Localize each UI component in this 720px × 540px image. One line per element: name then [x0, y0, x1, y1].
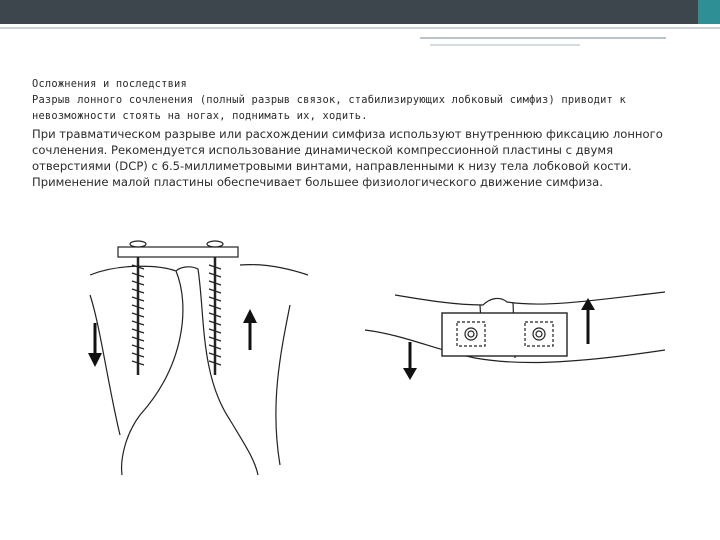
illustration-dcp-plate	[365, 280, 685, 390]
paragraph-rupture: Разрыв лонного сочленения (полный разрыв связок, стабилизирующих лобковый симфиз) приводит к невозможности стоять на ногах, поднимать их, ходить.	[32, 94, 626, 122]
paragraph-fixation: При травматическом разрыве или расхождении симфиза используют внутреннюю фиксацию лонного сочленения. Рекомендуется использование динамической компрессионной пластины с двумя отверстиями (DCP) с 6.5-миллиметровыми винтами, направленными к низу тела лобковой кости. Применение малой пластины обеспечивает большее физиологического движение симфиза.	[32, 127, 663, 189]
illustration-plate-screws	[80, 235, 310, 475]
slide-header-bar	[0, 0, 720, 24]
header-stripe	[0, 27, 720, 29]
header-accent	[698, 0, 720, 24]
header-stripe-accent	[420, 37, 666, 39]
slide-heading: Осложнения и последствия	[32, 78, 187, 90]
header-stripe-short	[430, 44, 580, 46]
slide-text	[32, 76, 682, 190]
